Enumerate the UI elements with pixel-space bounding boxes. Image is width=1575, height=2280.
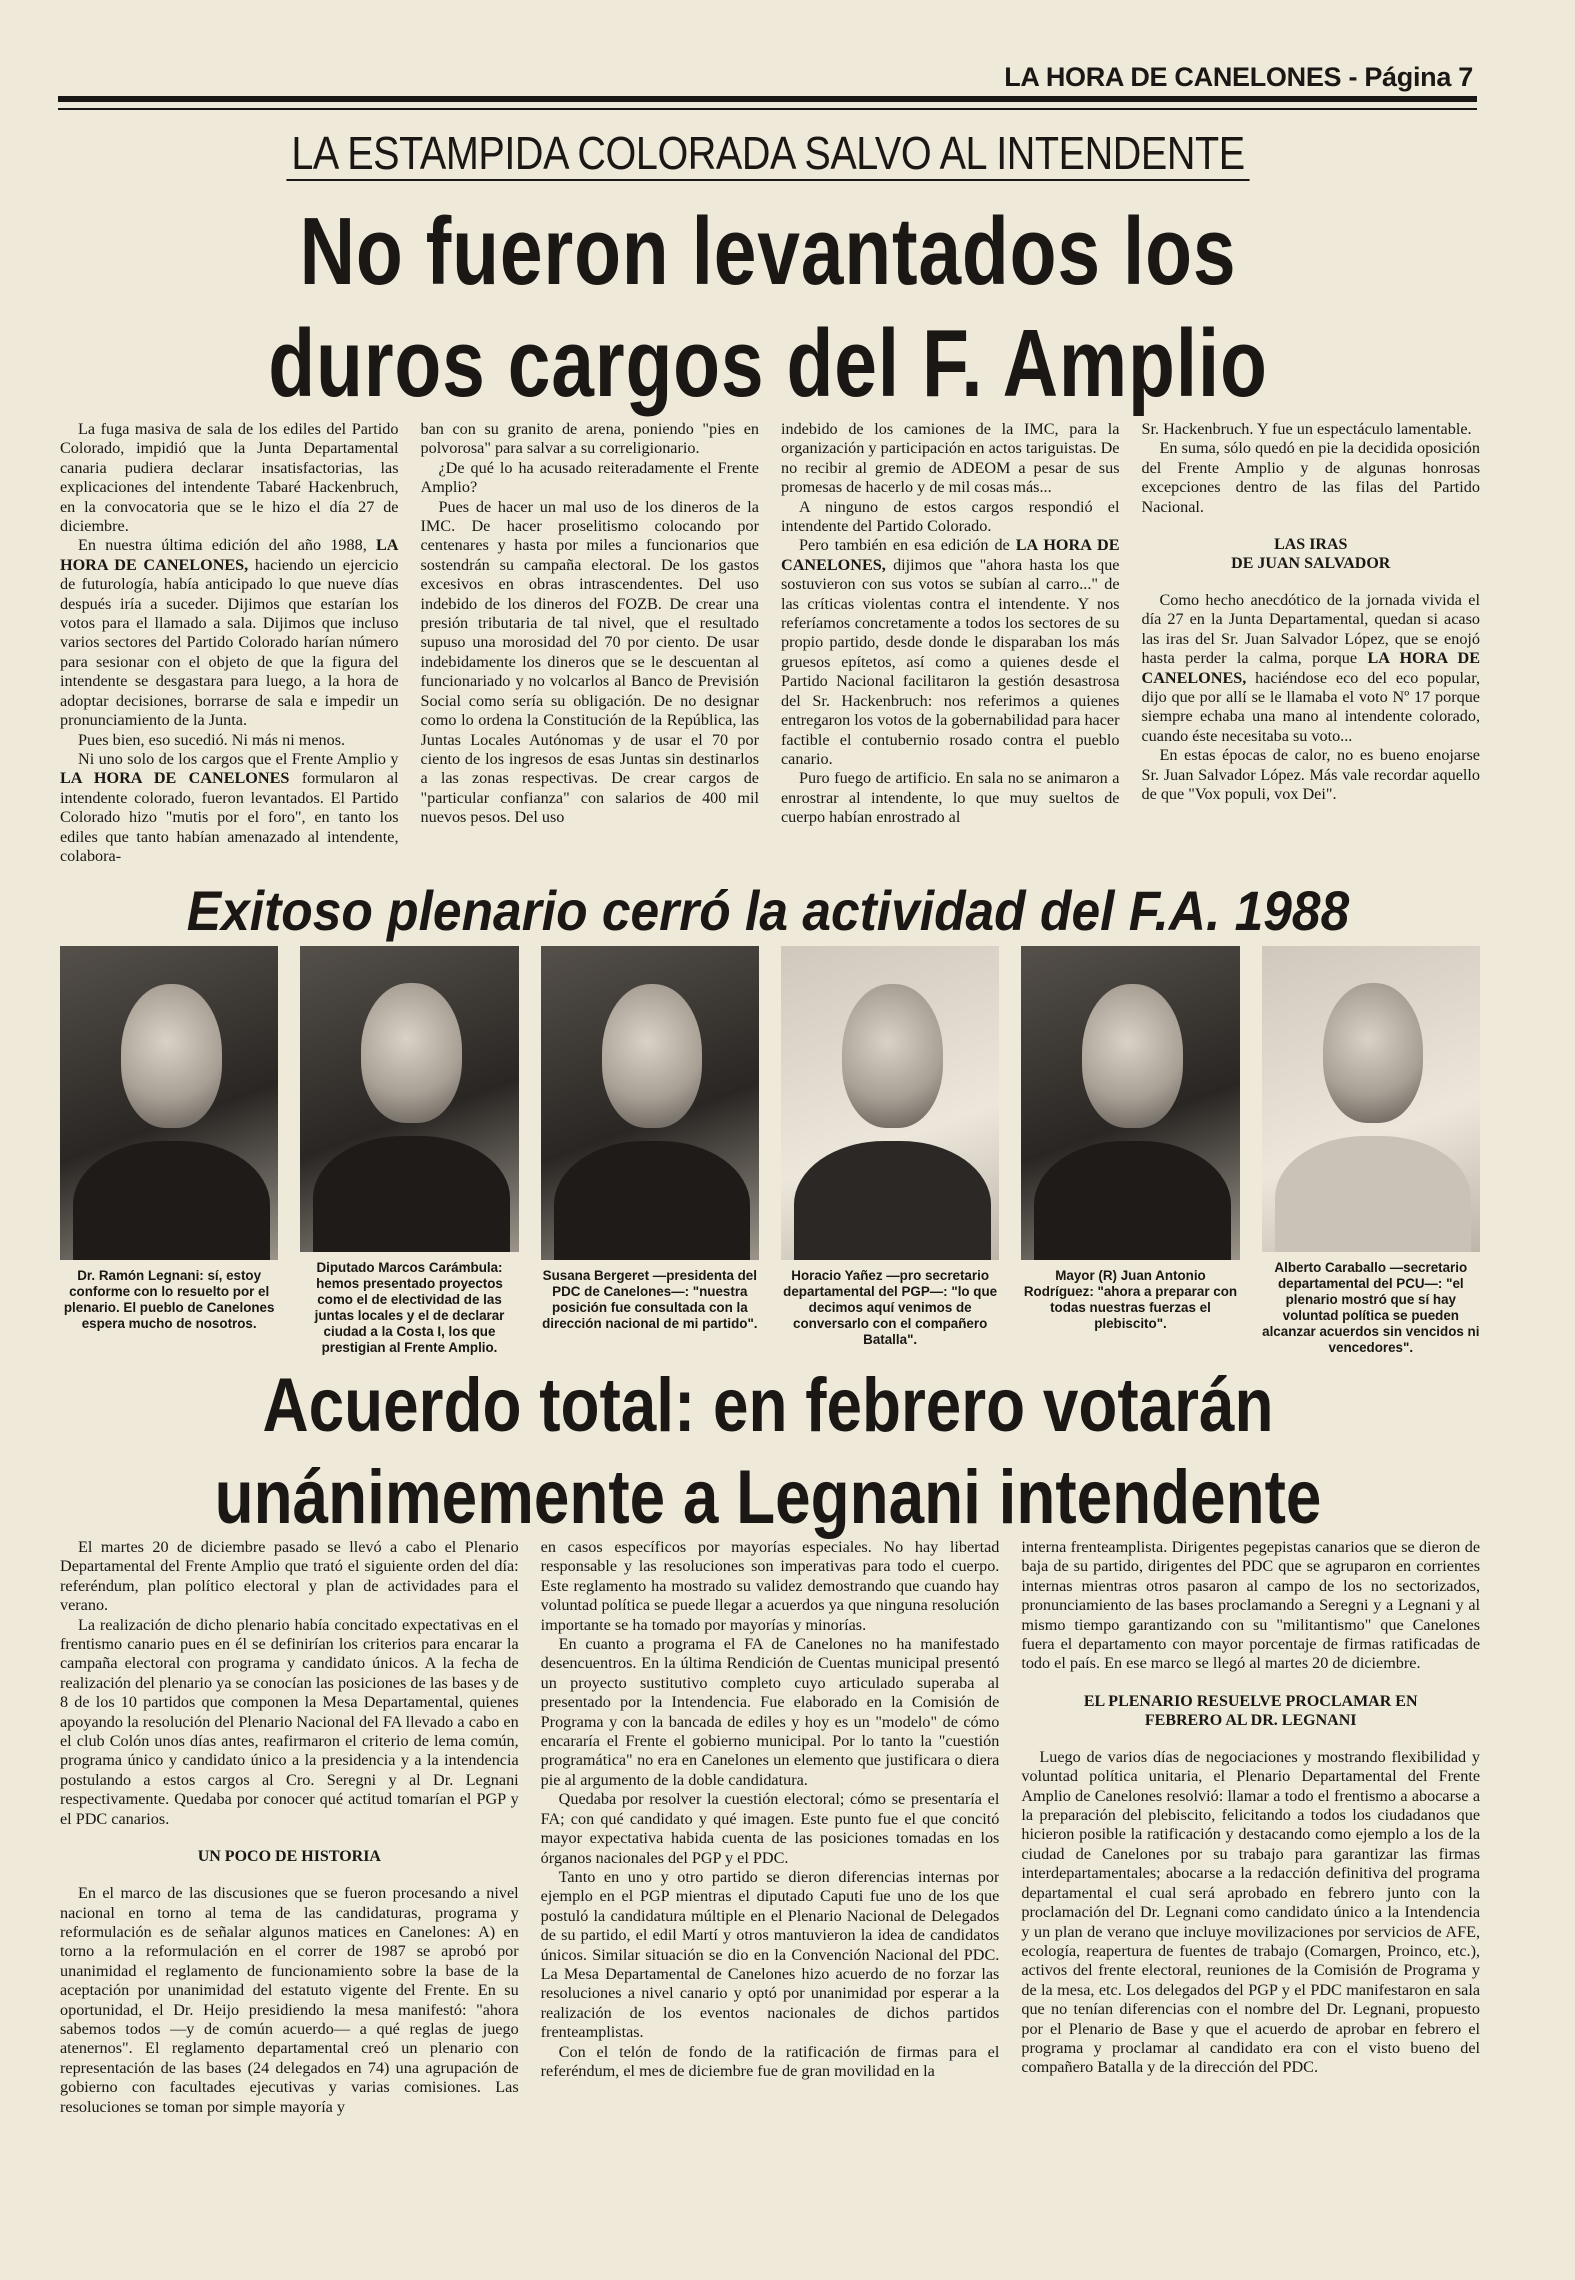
paragraph: Pues bien, eso sucedió. Ni más ni menos.: [78, 730, 346, 749]
paragraph: Tanto en uno y otro partido se dieron diferencias internas por ejemplo en el PGP mientras el diputado Caputi fue uno de los que postuló la candidatura múltiple en el Plenario Nacional de Delegados de su partido, el edil Martí y otros mantuvieron la idea de candidatos únicos. Similar situación se dio en la Convención Nacional del PDC. La Mesa Departamental de Canelones hizo acuerdo de no forzar las resoluciones a nivel canario y optó por unanimidad por esperar a la realización de los eventos nacionales de dichos partidos frenteamplistas.: [540, 1867, 1000, 2042]
bold-text: LA HORA DE CANELONES,: [781, 536, 1120, 574]
paragraph: En cuanto a programa el FA de Canelones no ha manifestado desencuentros. En la última Rendición de Cuentas municipal presentó un proyecto sustitutivo completo cuyo articulado superaba al presentado por la Intendencia. Fue elaborado en la Comisión de Programa y con la bancada de ediles y hoy es un "modelo" de cómo encararía el Frente el gobierno municipal. Por lo tanto la "cuestión programática" no era en Canelones un elemento que justificara o diera pie al argumento de la doble candidatura.: [540, 1635, 1000, 1789]
story1-column: [421, 420, 760, 872]
section-subhead: EL PLENARIO RESUELVE PROCLAMAR EN FEBRERO AL DR. LEGNANI: [1083, 1692, 1418, 1729]
bold-text: LA HORA DE CANELONES,: [1141, 649, 1480, 687]
paragraph: La fuga masiva de sala de los ediles del Partido Colorado, impidió que la Junta Departamental canaria pudiera declarar insatisfactorias, las explicaciones del intendente Tabaré Hackenbruch, en la convocatoria que se le hizo el día 27 de diciembre.: [60, 420, 399, 536]
paragraph: En nuestra última edición del año 1988, LA HORA DE CANELONES, haciendo un ejercicio de futurología, había anticipado lo que nueve días después iría a suceder. Dijimos que estarían los votos para el llamado a sala. Dijimos que incluso varios sectores del Partido Colorado harían número para sesionar con el objeto de que la figura del intendente se desgastara para luego, a la hora de adoptar decisiones, borrarse de sala e impedir un pronunciamiento de la Junta.: [60, 536, 399, 730]
paragraph: interna frenteamplista. Dirigentes pegepistas canarios que se dieron de baja de su partido, dirigentes del PDC que se agruparon en corrientes internas mientras otros pasaron al campo de los no sectorizados, pronunciamiento de las bases proclamando a Seregni y a Legnani y al mismo tiempo garantizando con su "militantismo" que Canelones fuera el departamento con mayor porcentaje de firmas ratificadas de todo el país. En ese marco se llegó al martes 20 de diciembre.: [1021, 1538, 1481, 1673]
header-rule: [58, 96, 1477, 110]
story3-headline-line: Acuerdo total: en febrero votarán: [262, 1363, 1274, 1448]
photo-card: [781, 946, 999, 1356]
photo-row: [60, 946, 1480, 1356]
story1-column: [781, 420, 1120, 872]
paragraph: En estas épocas de calor, no es bueno enojarse Sr. Juan Salvador López. Más vale recordar aquello de que "Vox populi, vox Dei".: [1141, 746, 1480, 804]
story1-headline-line: No fueron levantados los: [299, 198, 1237, 305]
paragraph: Como hecho anecdótico de la jornada vivida el día 27 en la Junta Departamental, quedan si acaso las iras del Sr. Juan Salvador López, que se enojó hasta perder la calma, porque LA HORA DE CANELONES, haciéndose eco del eco popular, dijo que por allí se le llamaba el voto Nº 17 porque siempre echaba una mano al intendente colorado, cuando éste necesitaba su voto...: [1141, 591, 1480, 745]
photo-caption: Susana Bergeret —presidenta del PDC de Canelones—: "nuestra posición fue consultada con la dirección nacional de mi partido".: [542, 1268, 758, 1331]
story1-column: [1142, 420, 1481, 872]
portrait-photo: [1262, 946, 1480, 1252]
story1-headline: [200, 196, 1336, 420]
photo-caption: Diputado Marcos Carámbula: hemos presentado proyectos como el de electividad de las juntas locales y el de declarar ciudad a la Costa I, los que prestigian al Frente Amplio.: [314, 1260, 505, 1355]
paragraph: Quedaba por resolver la cuestión electoral; cómo se presentaría el FA; con qué candidato y qué imagen. Este punto fue el que concitó mayor expectativa habida cuenta de las posiciones tomadas en los órganos nacionales del PGP y el PDC.: [540, 1790, 1000, 1867]
photo-card: [60, 946, 278, 1356]
bold-text: LA HORA DE CANELONES,: [60, 536, 399, 574]
paragraph: A ninguno de estos cargos respondió el intendente del Partido Colorado.: [781, 497, 1120, 536]
paragraph: ¿De qué lo ha acusado reiteradamente el Frente Amplio?: [420, 458, 759, 497]
story2-headline: Exitoso plenario cerró la actividad del F.A. 1988: [186, 879, 1350, 942]
paragraph: En suma, sólo quedó en pie la decidida oposición del Frente Amplio y de algunas honrosas excepciones dentro de las filas del Partido Nacional.: [1141, 439, 1480, 516]
portrait-photo: [300, 946, 518, 1252]
paragraph: En el marco de las discusiones que se fueron procesando a nivel nacional en torno al tema de las candidaturas, programa y reformulación es de señalar algunos matices en Canelones: A) en torno a la reformulación en el correr de 1987 se aprobó por unanimidad el reglamento de funcionamiento sobre la base de la aceptación por unanimidad del estatuto vigente del Frente. En su oportunidad, el Dr. Heijo presidiendo la mesa manifestó: "ahora sabemos todos —y de común acuerdo— a qué reglas de juego atenernos". El reglamento departamental creó un plenario con representación de las bases (24 delegados en 74) una agrupación de gobierno con facultades ejecutivas y varias comisiones. Las resoluciones se toman por simple mayoría y: [60, 1884, 519, 2116]
photo-caption: Mayor (R) Juan Antonio Rodríguez: "ahora a preparar con todas nuestras fuerzas el plebiscito".: [1023, 1268, 1238, 1331]
story3-column: [60, 1538, 519, 2263]
story1-body: [60, 420, 1480, 872]
photo-caption: Alberto Caraballo —secretario departamental del PCU—: "el plenario mostró que sí hay voluntad política se pueden alcanzar acuerdos sin vencidos ni vencedores".: [1262, 1260, 1480, 1355]
story3-body: [60, 1538, 1480, 2263]
paragraph: Ni uno solo de los cargos que el Frente Amplio y LA HORA DE CANELONES formularon al intendente colorado, fueron levantados. El Partido Colorado hizo "mutis por el foro", en tanto los ediles que tanto habían amenazado al intendente, colabora-: [60, 749, 399, 865]
photo-card: [300, 946, 518, 1356]
story3-column: [541, 1538, 1000, 2263]
story1-column: [60, 420, 399, 872]
paragraph: Con el telón de fondo de la ratificación de firmas para el referéndum, el mes de diciembre fue de gran movilidad en la: [540, 2042, 1000, 2080]
story3-headline: [172, 1360, 1365, 1544]
paragraph: La realización de dicho plenario había concitado expectativas en el frentismo canario pues en él se definirían los criterios para encarar la campaña electoral con programa y candidato únicos. A la fecha de realización del plenario ya se conocían las posiciones de las bases y de 8 de los 10 partidos que componen la Mesa Departamental, quienes apoyando la resolución del Plenario Nacional del FA llevado a cabo en el club Colón unos días antes, reafirmaron el criterio de lema común, programa único y candidato único a la presidencia y a la intendencia postulando a estos cargos al Cro. Seregni y al Dr. Legnani respectivamente. Quedaba por conocer qué actitud tomarían el PGP y el PDC canarios.: [60, 1615, 519, 1828]
story3-headline-line: unánimemente a Legnani intendente: [214, 1455, 1322, 1540]
portrait-photo: [60, 946, 278, 1260]
story1-kicker: [157, 126, 1378, 180]
portrait-photo: [781, 946, 999, 1260]
photo-card: [1021, 946, 1239, 1356]
story1-kicker-text: LA ESTAMPIDA COLORADA SALVO AL INTENDENTE: [286, 127, 1250, 181]
paragraph: ban con su granito de arena, poniendo "pies en polvorosa" para salvar a su correligionario.: [420, 420, 759, 458]
paragraph: en casos específicos por mayorías especiales. No hay libertad responsable y las resoluciones son imperativas para todo el cuerpo. Este reglamento ha mostrado su validez demostrando que cuando hay voluntad política se puede llegar a acuerdos ya que ninguna resolución importante se ha tomado por mayorías y minorías.: [540, 1538, 1000, 1634]
paragraph: Luego de varios días de negociaciones y mostrando flexibilidad y voluntad política unitaria, el Plenario Departamental del Frente Amplio de Canelones resolvió: llamar a todo el frentismo a abocarse a la preparación del plebiscito, felicitando a todos los ciudadanos que hicieron posible la ratificación y destacando como ejemplo a los de la ciudad de Canelones por su trabajo para garantizar las firmas interdepartamentales; abocarse a la redacción definitiva del programa departamental el cual será aprobado en febrero junto con la proclamación del Dr. Legnani como candidato único a la Intendencia y un plan de verano que incluye movilizaciones por servicios de AFE, ecología, reapertura de fuentes de trabajo (Comargen, Proinco, etc.), activos del frente electoral, reuniones de la Comisión de Programa y de la mesa, etc. Los delegados del PGP y el PDC manifestaron en sala que no tenían diferencias con el nombre del Dr. Legnani, propuesto por el Plenario de Base y que el acuerdo de aprobar en febrero el programa y proclamar al candidato era con el visto bueno del compañero Batalla y de la dirección del PDC.: [1021, 1747, 1481, 2077]
bold-text: LA HORA DE CANELONES: [60, 769, 290, 788]
paragraph: indebido de los camiones de la IMC, para la organización y participación en actos tariguistas. De no recibir al gremio de ADEOM a pesar de sus promesas de hacerlo y de mil cosas más...: [781, 420, 1120, 497]
story1-headline-line: duros cargos del F. Amplio: [268, 310, 1268, 417]
paragraph: Pues de hacer un mal uso de los dineros de la IMC. De hacer proselitismo colocando por centenares y hasta por miles a funcionarios que sostendrán su campaña electoral. De los gastos excesivos en obras intrascendentes. Del uso indebido de los dineros del FOZB. De crear una presión tributaria de tal nivel, que el resultado supuso una morosidad del 70 por ciento. De usar indebidamente los dineros que se le descuentan al funcionariado y no volcarlos al Banco de Previsión Social como sería su obligación. De no designar como lo ordena la Constitución de la República, las Juntas Locales Autónomas y de usar el 70 por ciento de los ingresos de esas Juntas sin destinarlos a las zonas respectivas. De crear cargos de "particular confianza" con salarios de 400 mil nuevos pesos. Del uso: [420, 497, 759, 827]
paragraph: Puro fuego de artificio. En sala no se animaron a enrostrar al intendente, lo que muy sueltos de cuerpo habían enrostrado al: [781, 769, 1120, 827]
photo-caption: Dr. Ramón Legnani: sí, estoy conforme con lo resuelto por el plenario. El pueblo de Canelones espera mucho de nosotros.: [63, 1268, 275, 1331]
photo-card: [541, 946, 759, 1356]
section-subhead: UN POCO DE HISTORIA: [197, 1848, 381, 1866]
story3-column: [1021, 1538, 1480, 2263]
running-head: LA HORA DE CANELONES - Página 7: [1004, 62, 1473, 92]
paragraph: El martes 20 de diciembre pasado se llevó a cabo el Plenario Departamental del Frente Amplio que trató el siguiente orden del día: referéndum, plan político electoral y plan de actividades para el verano.: [60, 1538, 519, 1615]
paragraph: Sr. Hackenbruch. Y fue un espectáculo lamentable.: [1141, 420, 1472, 438]
portrait-photo: [541, 946, 759, 1260]
photo-caption: Horacio Yañez —pro secretario departamental del PGP—: "lo que decimos aquí venimos de conversarlo con el compañero Batalla".: [783, 1268, 998, 1347]
portrait-photo: [1021, 946, 1239, 1260]
paragraph: Pero también en esa edición de LA HORA DE CANELONES, dijimos que "ahora hasta los que sostuvieron con sus votos se subían al carro..." de las críticas violentas contra el intendente. Y nos referíamos concretamente a todos los sectores de su propio partido, desde donde le disparaban los más gruesos epítetos, así como a quienes desde el Partido Nacional facilitaron la gestión desastrosa del Sr. Hackenbruch: nos referimos a quienes entregaron los votos de la gobernabilidad para hacer factible el contubernio rosado contra el pueblo canario.: [781, 536, 1120, 768]
section-subhead: LAS IRAS DE JUAN SALVADOR: [1231, 536, 1391, 573]
photo-card: [1262, 946, 1480, 1356]
